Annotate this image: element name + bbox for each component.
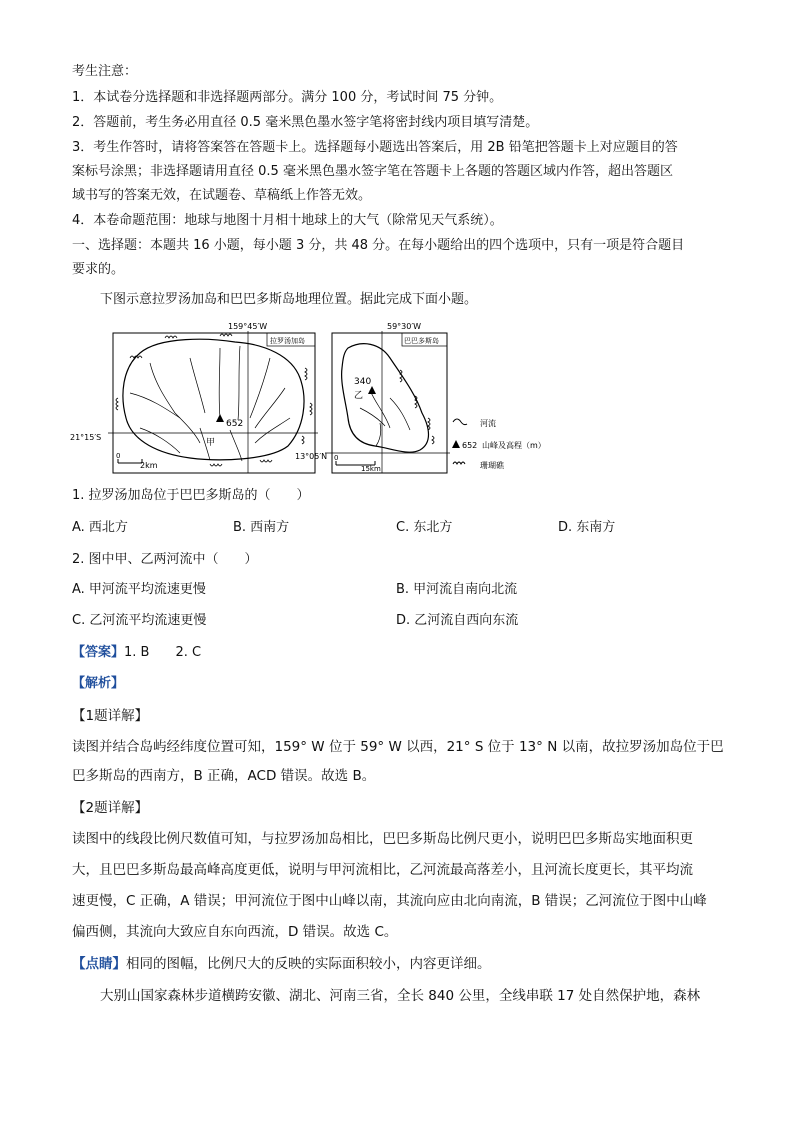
q1-option-b[interactable]: B. 西南方 (233, 520, 290, 535)
q1-option-d[interactable]: D. 东南方 (558, 520, 616, 535)
q2-option-c[interactable]: C. 乙河流平均流速更慢 (72, 613, 207, 628)
legend-river: 河流 (480, 419, 496, 428)
section-heading: 一、选择题：本题共 16 小题，每小题 3 分，共 48 分。在每小题给出的四个选项中，只有一项是符合题目 (72, 238, 685, 253)
left-river-label: 甲 (206, 438, 216, 448)
legend-peak-value: 652 (462, 441, 478, 450)
q1-detail-line-1: 读图并结合岛屿经纬度位置可知，159° W 位于 59° W 以西，21° S 位于 13° N 以南，故拉罗汤加岛位于巴 (72, 739, 724, 755)
q1-detail-label: 【1题详解】 (72, 708, 149, 724)
q1-option-c[interactable]: C. 东北方 (396, 520, 453, 535)
answer-text: 1. B 2. C (124, 645, 202, 660)
q1-option-a[interactable]: A. 西北方 (72, 520, 128, 535)
notice-title: 考生注意： (72, 64, 138, 79)
notice-item-3-cont2: 域书写的答案无效，在试题卷、草稿纸上作答无效。 (72, 188, 372, 203)
next-passage: 大别山国家森林步道横跨安徽、湖北、河南三省，全长 840 公里，全线串联 17 处自然保护地，森林 (100, 988, 701, 1004)
right-map-frame (332, 333, 447, 473)
right-scale-label: 15km (361, 465, 381, 473)
q1-stem: 1. 拉罗汤加岛位于巴巴多斯岛的（ ） (72, 488, 310, 503)
q2-detail-line-1: 读图中的线段比例尺数值可知，与拉罗汤加岛相比，巴巴多斯岛比例尺更小，说明巴巴多斯岛实地面积更 (72, 831, 693, 847)
q2-option-a[interactable]: A. 甲河流平均流速更慢 (72, 582, 206, 597)
tip-label: 【点睛】 (72, 956, 126, 972)
q2-stem: 2. 图中甲、乙两河流中（ ） (72, 552, 258, 567)
right-peak-marker (368, 386, 376, 394)
left-map-frame (113, 333, 315, 473)
analysis-row (72, 674, 722, 694)
left-peak-height: 652 (226, 419, 244, 429)
legend-peak-icon (452, 440, 460, 448)
tip-row (72, 954, 722, 974)
q2-option-d[interactable]: D. 乙河流自西向东流 (396, 613, 519, 628)
answer-label: 【答案】 (72, 645, 125, 660)
right-longitude: 59°30′W (387, 322, 422, 331)
q2-detail-line-3: 速更慢，C 正确，A 错误；甲河流位于图中山峰以南，其流向应由北向南流，B 错误；乙河流位于图中山峰 (72, 893, 707, 909)
right-scale-zero: 0 (334, 454, 339, 462)
left-longitude: 159°45′W (228, 322, 268, 331)
notice-item-2: 2．答题前，考生务必用直径 0.5 毫米黑色墨水签字笔将密封线内项目填写清楚。 (72, 115, 539, 130)
legend-reef-icon (453, 462, 465, 464)
left-map (70, 322, 318, 473)
q2-detail-label: 【2题详解】 (72, 800, 149, 816)
right-peak-height: 340 (354, 377, 372, 387)
left-scale-label: 2km (140, 461, 158, 470)
intro-text: 下图示意拉罗汤加岛和巴巴多斯岛地理位置。据此完成下面小题。 (100, 292, 478, 307)
right-map (295, 322, 450, 473)
q2-detail-line-2: 大，且巴巴多斯岛最高峰高度更低，说明与甲河流相比，乙河流最高落差小，且河流长度更长，其平均流 (72, 862, 693, 878)
notice-item-4: 4．本卷命题范围：地球与地图十月相十地球上的大气（除常见天气系统）。 (72, 213, 503, 228)
notice-item-1: 1．本试卷分选择题和非选择题两部分。满分 100 分，考试时间 75 分钟。 (72, 90, 503, 105)
left-latitude: 21°15′S (70, 433, 102, 442)
left-map-title: 拉罗汤加岛 (270, 337, 305, 345)
tip-text: 相同的图幅，比例尺大的反映的实际面积较小，内容更详细。 (126, 956, 491, 972)
legend-river-icon (453, 419, 467, 425)
map-figure (70, 318, 570, 478)
answer-row (72, 643, 722, 663)
legend-reef: 珊瑚礁 (480, 461, 504, 470)
right-map-title: 巴巴多斯岛 (404, 337, 439, 345)
left-peak-marker (216, 414, 224, 422)
map-figure-svg (70, 318, 570, 478)
q2-option-b[interactable]: B. 甲河流自南向北流 (396, 582, 518, 597)
legend-peak: 山峰及高程（m） (482, 441, 546, 450)
legend (452, 418, 546, 470)
right-river-label: 乙 (354, 391, 364, 401)
notice-item-3: 3．考生作答时，请将答案答在答题卡上。选择题每小题选出答案后，用 2B 铅笔把答题卡上对应题目的答 (72, 140, 678, 155)
section-heading-cont: 要求的。 (72, 262, 125, 277)
q2-detail-line-4: 偏西侧，其流向大致应自东向西流，D 错误。故选 C。 (72, 924, 398, 940)
right-latitude: 13°05′N (295, 452, 328, 461)
q1-detail-line-2: 巴多斯岛的西南方，B 正确，ACD 错误。故选 B。 (72, 768, 376, 784)
analysis-label: 【解析】 (72, 676, 125, 691)
left-scale-zero: 0 (116, 452, 121, 460)
right-rivers (360, 390, 410, 446)
notice-item-3-cont: 案标号涂黑；非选择题请用直径 0.5 毫米黑色墨水签字笔在答题卡上各题的答题区域内作答，超出答题区 (72, 164, 673, 179)
